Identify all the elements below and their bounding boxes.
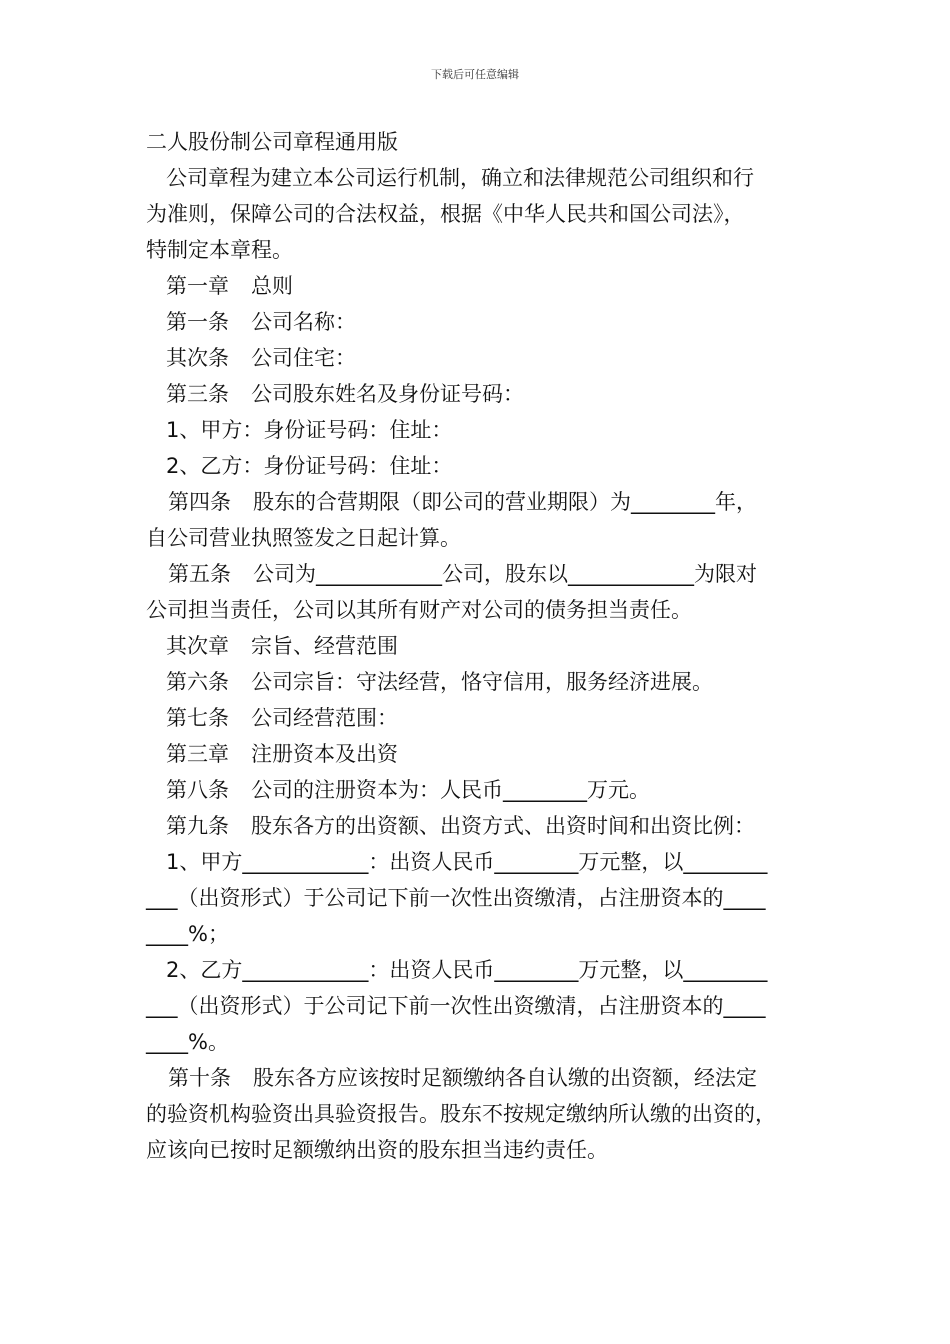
article-text: 公司宗旨：守法经营，恪守信用，服务经济进展。 (251, 670, 713, 694)
chapter-number: 第一章 (166, 274, 229, 298)
article-10-cont-2: 应该向已按时足额缴纳出资的股东担当违约责任。 (146, 1138, 608, 1162)
intro-line-3: 特制定本章程。 (146, 238, 293, 262)
contribution-a-line-1: 1、甲方____________：出资人民币________万元整，以________ (166, 850, 768, 874)
article-number: 第四条 (168, 490, 231, 514)
article-text: 公司名称： (251, 310, 356, 334)
contribution-b-line-2: ___（出资形式）于公司记下前一次性出资缴清，占注册资本的____ (146, 994, 766, 1018)
shareholder-b-line: 2、乙方：身份证号码：住址： (166, 454, 453, 478)
intro-line-1: 公司章程为建立本公司运行机制，确立和法律规范公司组织和行 (166, 166, 754, 190)
article-number: 第十条 (168, 1066, 231, 1090)
chapter-title: 总则 (251, 274, 293, 298)
chapter-title: 注册资本及出资 (251, 742, 398, 766)
article-number: 第一条 (166, 310, 229, 334)
article-number: 第九条 (166, 814, 229, 838)
article-number: 第七条 (166, 706, 229, 730)
article-4 (146, 484, 818, 520)
article-text: 公司的注册资本为：人民币________万元。 (251, 778, 650, 802)
article-number: 第八条 (166, 778, 229, 802)
page-header-note: 下载后可任意编辑 (431, 68, 519, 81)
article-number: 第五条 (168, 562, 231, 586)
contribution-a-line-3: ____%； (146, 922, 229, 946)
article-4-cont: 自公司营业执照签发之日起计算。 (146, 526, 461, 550)
document-body (146, 124, 818, 1168)
article-text: 公司住宅： (251, 346, 356, 370)
contribution-b-line-3: ____%。 (146, 1030, 229, 1054)
article-text: 股东各方应该按时足额缴纳各自认缴的出资额，经法定 (253, 1066, 757, 1090)
article-10 (146, 1060, 818, 1096)
article-text: 公司股东姓名及身份证号码： (251, 382, 524, 406)
article-9 (146, 808, 818, 844)
article-number: 第三条 (166, 382, 229, 406)
article-number: 其次条 (166, 346, 229, 370)
article-7 (146, 700, 818, 736)
article-text: 股东的合营期限（即公司的营业期限）为________年， (253, 490, 757, 514)
chapter-number: 其次章 (166, 634, 229, 658)
article-text: 公司为____________公司，股东以____________为限对 (253, 562, 757, 586)
article-1 (146, 304, 818, 340)
article-number: 第六条 (166, 670, 229, 694)
chapter-1-heading (146, 268, 818, 304)
article-5-cont: 公司担当责任，公司以其所有财产对公司的债务担当责任。 (146, 598, 692, 622)
article-10-cont-1: 的验资机构验资出具验资报告。股东不按规定缴纳所认缴的出资的， (146, 1102, 776, 1126)
article-3 (146, 376, 818, 412)
contribution-b-line-1: 2、乙方____________：出资人民币________万元整，以________ (166, 958, 768, 982)
article-text: 股东各方的出资额、出资方式、出资时间和出资比例： (251, 814, 755, 838)
contribution-a-line-2: ___（出资形式）于公司记下前一次性出资缴清，占注册资本的____ (146, 886, 766, 910)
chapter-number: 第三章 (166, 742, 229, 766)
article-8 (146, 772, 818, 808)
article-text: 公司经营范围： (251, 706, 398, 730)
article-5 (146, 556, 818, 592)
article-6 (146, 664, 818, 700)
intro-line-2: 为准则，保障公司的合法权益，根据《中华人民共和国公司法》， (146, 202, 745, 226)
article-2 (146, 340, 818, 376)
document-title: 二人股份制公司章程通用版 (146, 130, 398, 154)
shareholder-a-line: 1、甲方：身份证号码：住址： (166, 418, 453, 442)
chapter-2-heading (146, 628, 818, 664)
chapter-title: 宗旨、经营范围 (251, 634, 398, 658)
chapter-3-heading (146, 736, 818, 772)
